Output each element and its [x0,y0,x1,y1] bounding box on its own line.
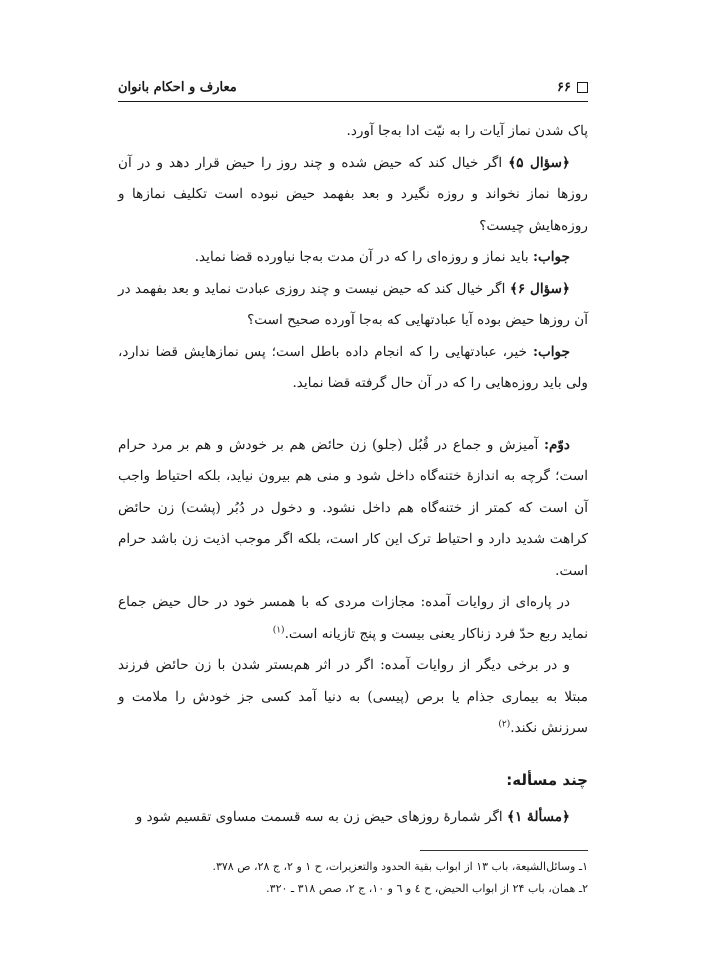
square-bullet-icon [577,82,588,93]
narration-2: و در برخی دیگر از روایات آمده: اگر در اثر هم‌بستر شدن با زن حائض فرزند مبتلا به بیماری جذام یا برص (پیسی) به دنیا آمد کسی جز خودش را ملامت و سرزنش نکند.$^{(۲)}$ [118,657,588,736]
section-label: دوّم: [543,436,570,453]
masaleh-label: ﴿مسألهٔ ۱﴾ [507,809,570,825]
answer-label: جواب: [532,343,570,360]
footnotes [118,856,588,900]
running-header [118,76,588,98]
footnote-ref-1[interactable]: (۱) [272,624,285,635]
section-second: دوّم: آمیزش و جماع در قُبُل (جلو) زن حائض هم بر خودش و هم بر مرد حرام است؛ گرچه به اندازهٔ ختنه‌گاه داخل شود و منی هم بیرون نیاید، بلکه احتیاط واجب آن است که کمتر از ختنه‌گاه هم داخل نشود. و دخول در دُبُر (پشت) زن حائض کراهت شدید دارد و احتیاط ترک این کار است، بلکه اگر موجب اذیت زن باشد حرام است. [118,436,588,579]
question-5: ﴿سؤال ۵﴾ اگر خیال کند که حیض شده و چند روز را حیض قرار دهد و در آن روزها نماز نخواند و روزه نگیرد و بعد بفهمد حیض نبوده است تکلیف نمازها و روزه‌هایش چیست؟ [118,154,588,234]
running-title: معارف و احکام بانوان [118,79,237,95]
question-label: ﴿سؤال ۵﴾ [508,154,570,171]
footnote-divider [420,850,588,851]
paragraph: پاک شدن نماز آیات را به نیّت ادا به‌جا آورد. [346,123,588,139]
question-label: ﴿سؤال ۶﴾ [509,280,571,297]
page-number: ۶۶ [557,79,571,95]
answer-5: جواب: باید نماز و روزه‌ای را که در آن مدت به‌جا نیاورده قضا نماید. [194,249,570,265]
footnote-ref-2[interactable]: (۲) [498,719,511,730]
question-6: ﴿سؤال ۶﴾ اگر خیال کند که حیض نیست و چند روزی عبادت نماید و بعد بفهمد در آن روزها حیض بوده آیا عبادتهایی که به‌جا آورده صحیح است؟ [118,280,588,328]
page-number-block [557,80,588,95]
section-title: چند مسأله: [506,770,588,789]
narration-1: در پاره‌ای از روایات آمده: مجازات مردی که با همسر خود در حال حیض جماع نماید ربع حدّ فرد زناکار یعنی بیست و پنج تازیانه است.$^{(۱)}$ [118,594,588,642]
masaleh-1: ﴿مسألهٔ ۱﴾ اگر شمارهٔ روزهای حیض زن به سه قسمت مساوی تقسیم شود و [135,809,570,825]
footnote-2: ۲ـ همان، باب ۲۴ از ابواب الحیض، ح ٤ و ٦ و ۱۰، ج ۲، صص ۳۱۸ ـ ۳۲۰. [266,882,588,895]
footnote-1: ۱ـ وسائل‌الشیعة، باب ۱۳ از ابواب بقیة الحدود والتعزیرات، ح ۱ و ۲، ج ۲۸، ص ۳۷۸. [212,860,588,873]
answer-label: جواب: [532,249,570,265]
answer-6: جواب: خیر، عبادتهایی را که انجام داده باطل است؛ پس نمازهایش قضا ندارد، ولی باید روزه‌هایی را که در آن حال گرفته قضا نماید. [118,343,588,391]
header-divider [118,101,588,102]
page-body [118,116,588,834]
paragraph-gap [118,400,588,430]
